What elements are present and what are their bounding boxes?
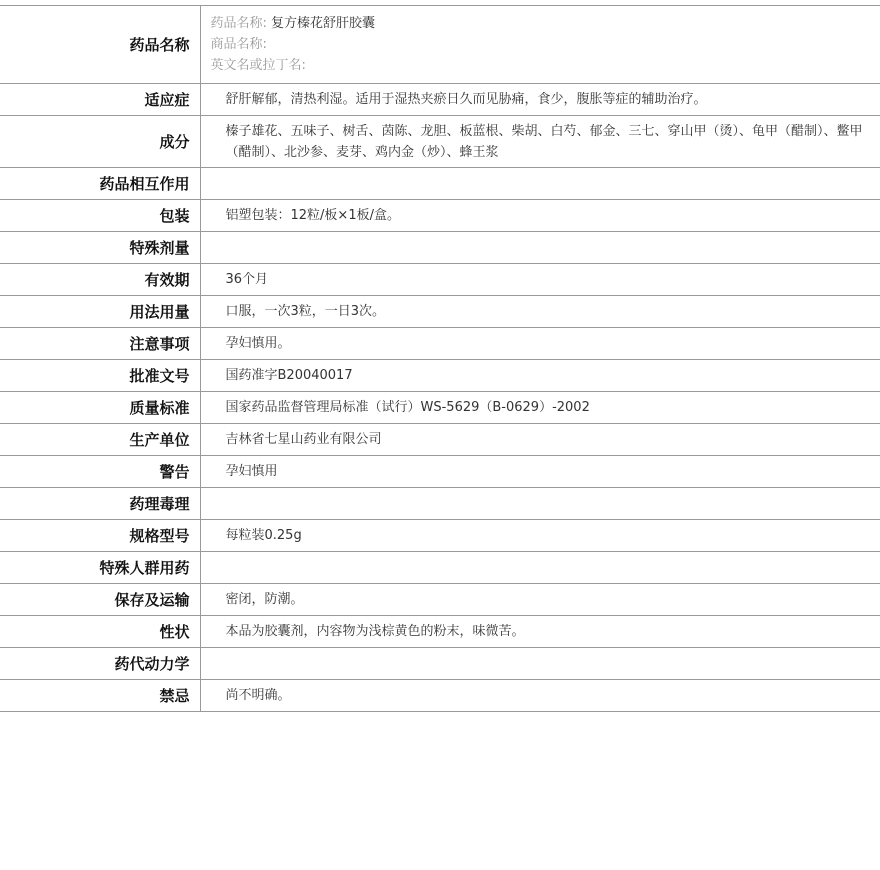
row-label: 药品相互作用 [0, 168, 200, 200]
row-value: 密闭，防潮。 [225, 592, 304, 607]
generic-name-value: 复方榛花舒肝胶囊 [271, 16, 376, 31]
row-value: 吉林省七星山药业有限公司 [225, 432, 382, 447]
row-label: 适应症 [0, 84, 200, 116]
row-label: 药品名称 [0, 6, 200, 84]
english-name-key: 英文名或拉丁名: [210, 58, 306, 73]
row-label: 质量标准 [0, 392, 200, 424]
spec-row [0, 328, 880, 360]
row-value: 舒肝解郁，清热利湿。适用于湿热夹瘀日久而见胁痛，食少，腹胀等症的辅助治疗。 [225, 92, 707, 107]
row-value: 每粒装0.25g [225, 528, 302, 543]
trade-name-line [211, 34, 880, 55]
english-name-line [211, 55, 880, 76]
row-label: 成分 [0, 116, 200, 168]
row-value: 36个月 [225, 272, 269, 287]
row-value: 国药准字B20040017 [225, 368, 353, 383]
row-value: 孕妇慎用 [225, 464, 278, 479]
spec-row [0, 456, 880, 488]
row-value: 尚不明确。 [225, 688, 291, 703]
spec-row [0, 116, 880, 168]
row-label: 包装 [0, 200, 200, 232]
spec-row [0, 552, 880, 584]
row-label: 特殊剂量 [0, 232, 200, 264]
row-value [200, 552, 880, 584]
row-label: 性状 [0, 616, 200, 648]
spec-row [0, 232, 880, 264]
spec-row [0, 296, 880, 328]
row-label: 规格型号 [0, 520, 200, 552]
spec-row [0, 200, 880, 232]
row-value [200, 488, 880, 520]
row-label: 保存及运输 [0, 584, 200, 616]
row-label: 药理毒理 [0, 488, 200, 520]
row-value: 本品为胶囊剂，内容物为浅棕黄色的粉末，味微苦。 [225, 624, 525, 639]
row-value: 口服，一次3粒，一日3次。 [225, 304, 386, 319]
row-label: 警告 [0, 456, 200, 488]
spec-row [0, 392, 880, 424]
row-value: 铝塑包装：12粒/板×1板/盒。 [225, 208, 400, 223]
row-value [200, 232, 880, 264]
row-label: 批准文号 [0, 360, 200, 392]
row-value [200, 168, 880, 200]
generic-name-line [211, 13, 880, 34]
row-label: 用法用量 [0, 296, 200, 328]
row-label: 注意事项 [0, 328, 200, 360]
spec-row [0, 168, 880, 200]
spec-row [0, 648, 880, 680]
spec-row [0, 424, 880, 456]
row-drug-names [0, 6, 880, 84]
spec-row [0, 264, 880, 296]
row-value [200, 648, 880, 680]
row-label: 禁忌 [0, 680, 200, 712]
spec-row [0, 680, 880, 712]
row-value: 孕妇慎用。 [225, 336, 291, 351]
spec-row [0, 84, 880, 116]
spec-row [0, 488, 880, 520]
row-label: 药代动力学 [0, 648, 200, 680]
drug-names-cell [200, 6, 880, 84]
row-value: 榛子雄花、五味子、树舌、茵陈、龙胆、板蓝根、柴胡、白芍、郁金、三七、穿山甲（烫）、龟甲（醋制）、鳖甲（醋制）、北沙参、麦芽、鸡内金（炒）、蜂王浆 [225, 123, 863, 160]
spec-row [0, 360, 880, 392]
row-label: 有效期 [0, 264, 200, 296]
generic-name-key: 药品名称: [210, 16, 267, 31]
drug-spec-table [0, 5, 880, 712]
row-value: 国家药品监督管理局标准（试行）WS-5629（B-0629）-2002 [225, 400, 590, 415]
row-label: 特殊人群用药 [0, 552, 200, 584]
row-label: 生产单位 [0, 424, 200, 456]
spec-row [0, 584, 880, 616]
spec-row [0, 520, 880, 552]
spec-row [0, 616, 880, 648]
trade-name-key: 商品名称: [210, 37, 267, 52]
